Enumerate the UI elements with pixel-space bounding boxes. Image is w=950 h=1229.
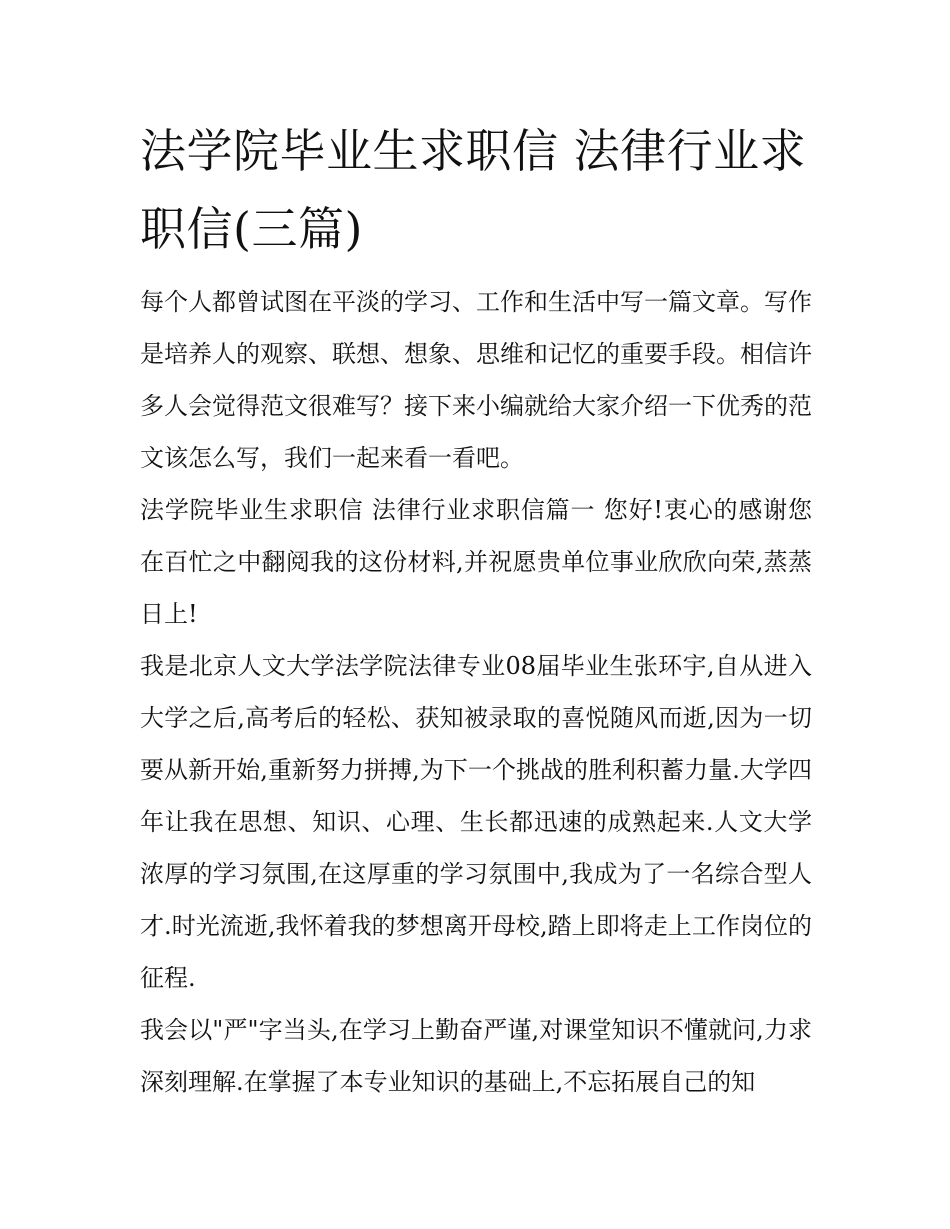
document-title: 法学院毕业生求职信 法律行业求职信(三篇) xyxy=(140,124,807,256)
document-body xyxy=(140,276,812,1108)
greeting-paragraph: 法学院毕业生求职信 法律行业求职信篇一 您好!衷心的感谢您在百忙之中翻阅我的这份材料,并祝愿贵单位事业欣欣向荣,蒸蒸日上! xyxy=(140,496,812,628)
study-paragraph: 我会以"严"字当头,在学习上勤奋严谨,对课堂知识不懂就问,力求深刻理解.在掌握了本专业知识的基础上,不忘拓展自己的知 xyxy=(140,1016,812,1096)
intro-paragraph: 每个人都曾试图在平淡的学习、工作和生活中写一篇文章。写作是培养人的观察、联想、想象、思维和记忆的重要手段。相信许多人会觉得范文很难写？接下来小编就给大家介绍一下优秀的范文该怎么写，我们一起来看一看吧。 xyxy=(140,288,812,472)
document-page xyxy=(140,112,812,1108)
background-paragraph: 我是北京人文大学法学院法律专业08届毕业生张环宇,自从进入大学之后,高考后的轻松、获知被录取的喜悦随风而逝,因为一切要从新开始,重新努力拼搏,为下一个挑战的胜利积蓄力量.大学四年让我在思想、知识、心理、生长都迅速的成熟起来.人文大学浓厚的学习氛围,在这厚重的学习氛围中,我成为了一名综合型人才.时光流逝,我怀着我的梦想离开母校,踏上即将走上工作岗位的征程. xyxy=(140,652,812,992)
